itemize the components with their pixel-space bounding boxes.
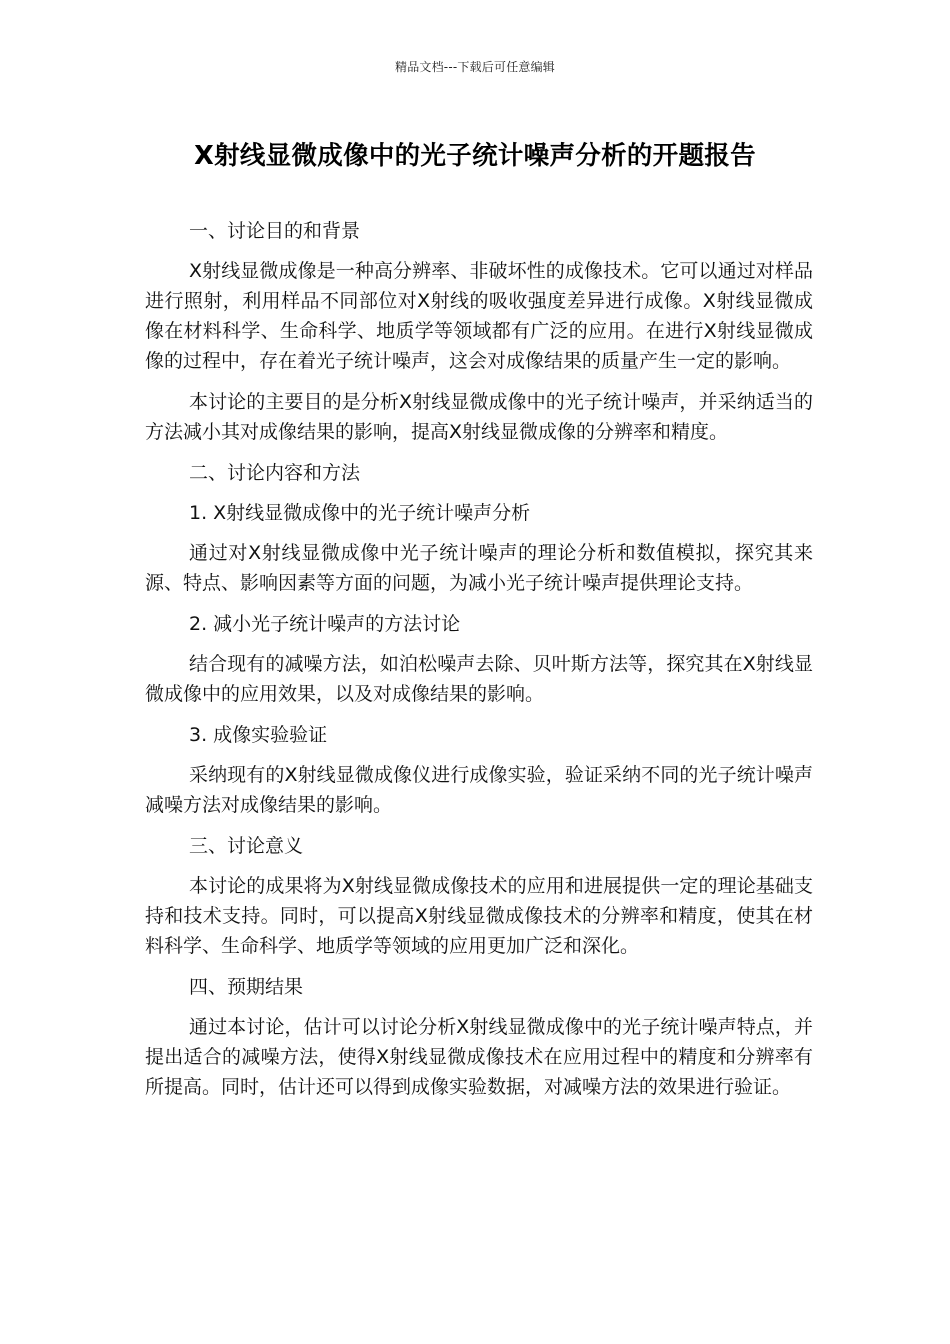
paragraph-significance: 本讨论的成果将为X射线显微成像技术的应用和进展提供一定的理论基础支持和技术支持。同时，可以提高X射线显微成像技术的分辨率和精度，使其在材料科学、生命科学、地质学等领域的应用更加广泛和深化。: [145, 875, 813, 957]
section-heading-expected-results: 四、预期结果: [189, 976, 304, 998]
paragraph-noise-reduction: 结合现有的减噪方法，如泊松噪声去除、贝叶斯方法等，探究其在X射线显微成像中的应用效果，以及对成像结果的影响。: [145, 653, 813, 705]
header-note: 精品文档---下载后可任意编辑: [395, 60, 555, 74]
subheading-noise-analysis: 1. X射线显微成像中的光子统计噪声分析: [189, 502, 531, 524]
paragraph-noise-analysis: 通过对X射线显微成像中光子统计噪声的理论分析和数值模拟，探究其来源、特点、影响因素等方面的问题，为减小光子统计噪声提供理论支持。: [145, 542, 813, 594]
document-body: [145, 216, 813, 1113]
paragraph-background-1: X射线显微成像是一种高分辨率、非破坏性的成像技术。它可以通过对样品进行照射，利用样品不同部位对X射线的吸收强度差异进行成像。X射线显微成像在材料科学、生命科学、地质学等领域都有广泛的应用。在进行X射线显微成像的过程中，存在着光子统计噪声，这会对成像结果的质量产生一定的影响。: [145, 260, 813, 372]
document-title: X射线显微成像中的光子统计噪声分析的开题报告: [194, 141, 756, 171]
subheading-noise-reduction: 2. 减小光子统计噪声的方法讨论: [189, 613, 461, 635]
section-heading-significance: 三、讨论意义: [189, 835, 304, 857]
section-heading-purpose: 一、讨论目的和背景: [189, 220, 361, 242]
paragraph-background-2: 本讨论的主要目的是分析X射线显微成像中的光子统计噪声，并采纳适当的方法减小其对成像结果的影响，提高X射线显微成像的分辨率和精度。: [145, 391, 813, 443]
section-heading-content: 二、讨论内容和方法: [189, 462, 361, 484]
paragraph-experiment: 采纳现有的X射线显微成像仪进行成像实验，验证采纳不同的光子统计噪声减噪方法对成像结果的影响。: [145, 764, 813, 816]
subheading-experiment: 3. 成像实验验证: [189, 724, 328, 746]
paragraph-expected-results: 通过本讨论，估计可以讨论分析X射线显微成像中的光子统计噪声特点，并提出适合的减噪方法，使得X射线显微成像技术在应用过程中的精度和分辨率有所提高。同时，估计还可以得到成像实验数据，对减噪方法的效果进行验证。: [145, 1016, 813, 1098]
